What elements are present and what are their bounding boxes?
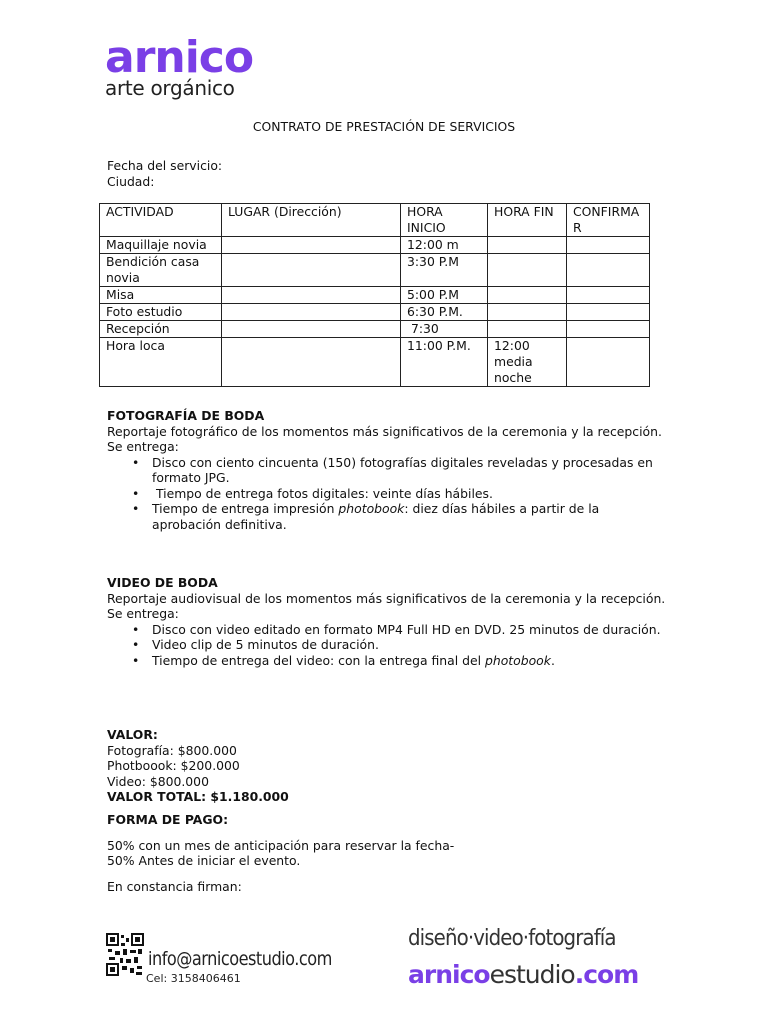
header-cell: HORA INICIO: [401, 204, 488, 237]
payment-line: 50% con un mes de anticipación para reservar la fecha-: [107, 837, 455, 853]
table-row: [100, 287, 650, 304]
footer-site-tld: .com: [574, 960, 639, 989]
table-header-row: [100, 204, 650, 237]
table-cell: [488, 254, 567, 287]
table-cell: Bendición casa novia: [100, 254, 222, 287]
footer-site-brand: arnico: [408, 960, 490, 989]
service-info: [107, 158, 667, 189]
payment-section: [107, 812, 667, 894]
table-cell: [222, 237, 401, 254]
table-cell: Maquillaje novia: [100, 237, 222, 254]
section-heading: FOTOGRAFÍA DE BODA: [107, 408, 265, 423]
section-heading: VIDEO DE BODA: [107, 575, 218, 590]
deliverables-list: [107, 622, 667, 669]
table-row: [100, 321, 650, 338]
price-total: VALOR TOTAL: $1.180.000: [107, 789, 289, 804]
list-item: • Disco con ciento cincuenta (150) fotografías digitales reveladas y procesadas en formato JPG.: [152, 455, 667, 486]
table-cell: [488, 237, 567, 254]
table-cell: [488, 321, 567, 338]
logo-wordmark: arnico: [105, 32, 254, 83]
list-item: [152, 501, 667, 532]
table-cell: [222, 338, 401, 387]
signature-label: En constancia firman:: [107, 878, 242, 894]
section-heading: VALOR:: [107, 727, 158, 742]
footer-site-rest: estudio: [489, 960, 575, 989]
section-heading: FORMA DE PAGO:: [107, 812, 229, 827]
table-cell: [567, 304, 650, 321]
list-item: • Video clip de 5 minutos de duración.: [152, 637, 667, 653]
table-cell: Hora loca: [100, 338, 222, 387]
qr-code-icon: [106, 933, 144, 977]
table-row: [100, 304, 650, 321]
header-cell: LUGAR (Dirección): [222, 204, 401, 237]
schedule-table: [99, 203, 650, 387]
list-item-text: Tiempo de entrega del video: con la entrega final del: [152, 652, 485, 668]
service-city-label: Ciudad:: [107, 173, 155, 189]
price-line: Video: $800.000: [107, 773, 209, 789]
deliverables-label: Se entrega:: [107, 439, 179, 454]
table-cell: 7:30: [401, 321, 488, 338]
list-item: • Disco con video editado en formato MP4 Full HD en DVD. 25 minutos de duración.: [152, 622, 667, 638]
table-cell: 12:00 m: [401, 237, 488, 254]
price-line: Photboook: $200.000: [107, 758, 240, 773]
deliverables-list: [107, 455, 667, 533]
section-description: Reportaje fotográfico de los momentos más significativos de la ceremonia y la recepción.: [107, 423, 662, 439]
table-row: [100, 254, 650, 287]
brand-logo: [105, 32, 254, 100]
document-title: CONTRATO DE PRESTACIÓN DE SERVICIOS: [252, 119, 516, 134]
table-cell: [222, 287, 401, 304]
list-item: • Tiempo de entrega fotos digitales: veinte días hábiles.: [152, 486, 667, 502]
list-item-text: .: [550, 652, 555, 668]
table-cell: Recepción: [100, 321, 222, 338]
table-row: [100, 237, 650, 254]
table-cell: [567, 237, 650, 254]
emphasis: photobook: [484, 652, 551, 668]
header-cell: ACTIVIDAD: [100, 204, 222, 237]
header-cell: HORA FIN: [488, 204, 567, 237]
table-cell: [222, 254, 401, 287]
header-cell: CONFIRMAR: [567, 204, 650, 237]
table-cell: [488, 304, 567, 321]
price-section: [107, 727, 667, 805]
table-cell: Foto estudio: [100, 304, 222, 321]
table-cell: 3:30 P.M: [401, 254, 488, 287]
list-item-text: Tiempo de entrega impresión: [152, 501, 339, 516]
footer-email: info@arnicoestudio.com: [148, 948, 332, 970]
table-cell: [567, 338, 650, 387]
footer-tagline: diseño·video·fotografía: [408, 926, 616, 951]
table-cell: [488, 287, 567, 304]
price-line: Fotografía: $800.000: [107, 742, 237, 758]
emphasis: photobook: [338, 501, 405, 516]
deliverables-label: Se entrega:: [107, 606, 179, 621]
photo-section: [107, 408, 667, 532]
service-date-label: Fecha del servicio:: [107, 158, 223, 173]
table-cell: Misa: [100, 287, 222, 304]
logo-subtitle: arte orgánico: [105, 76, 235, 100]
table-cell: [567, 287, 650, 304]
section-description: Reportaje audiovisual de los momentos más significativos de la ceremonia y la recepción.: [107, 590, 666, 606]
video-section: [107, 575, 667, 668]
table-cell: 6:30 P.M.: [401, 304, 488, 321]
payment-line: 50% Antes de iniciar el evento.: [107, 853, 301, 868]
footer-website: [408, 960, 639, 989]
table-cell: 12:00 media noche: [488, 338, 567, 387]
table-cell: [567, 254, 650, 287]
table-cell: 11:00 P.M.: [401, 338, 488, 387]
table-cell: [567, 321, 650, 338]
table-row: [100, 338, 650, 387]
list-item: [152, 653, 667, 669]
table-cell: [222, 321, 401, 338]
table-cell: [222, 304, 401, 321]
table-cell: 5:00 P.M: [401, 287, 488, 304]
list-item-text: : diez días hábiles a partir de la aprobación definitiva.: [152, 501, 600, 532]
footer-phone: Cel: 3158406461: [146, 972, 241, 985]
